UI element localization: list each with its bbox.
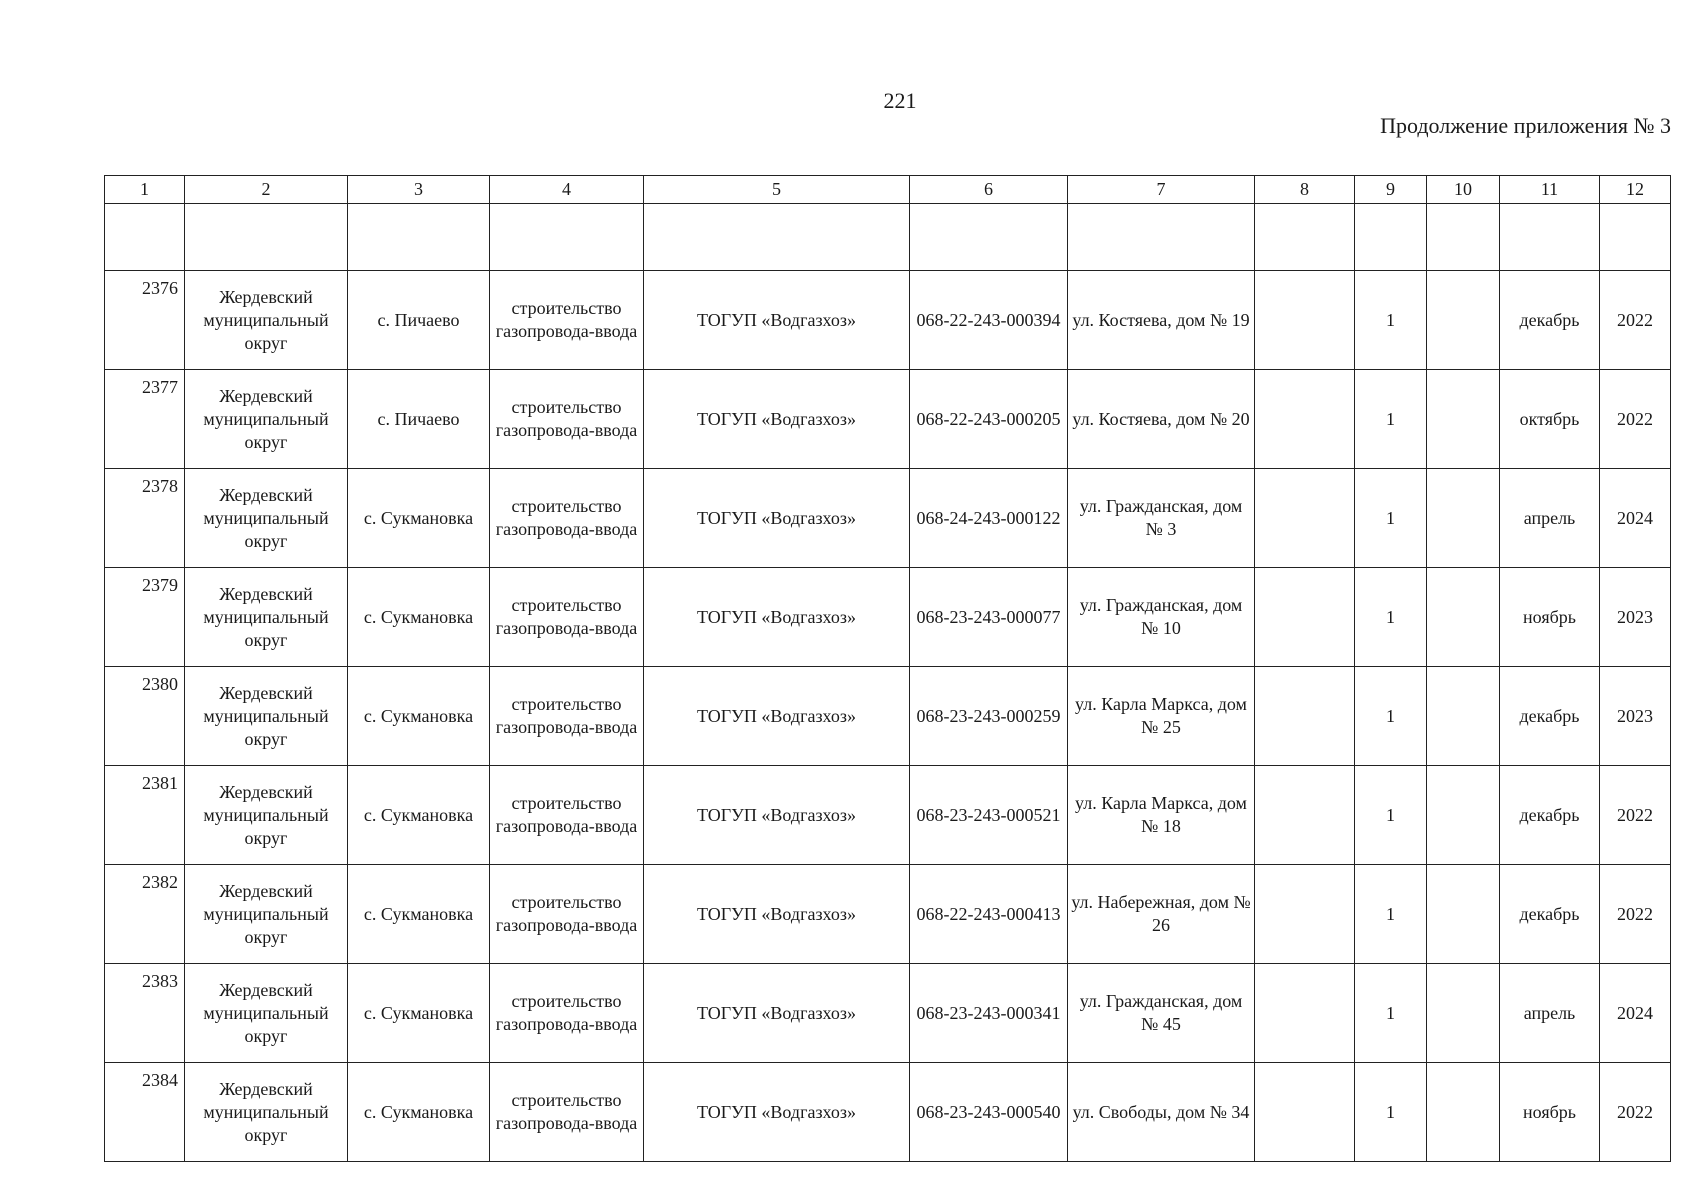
locality-cell: с. Сукмановка xyxy=(348,1063,490,1162)
column-header: 10 xyxy=(1427,176,1500,204)
district-cell: Жердевский муниципальный округ xyxy=(185,370,348,469)
quantity-cell: 1 xyxy=(1355,964,1427,1063)
organization-cell: ТОГУП «Водгазхоз» xyxy=(644,766,910,865)
quantity-cell: 1 xyxy=(1355,370,1427,469)
column-10-cell xyxy=(1427,1063,1500,1162)
organization-cell: ТОГУП «Водгазхоз» xyxy=(644,469,910,568)
address-cell: ул. Гражданская, дом № 3 xyxy=(1068,469,1255,568)
month-cell: ноябрь xyxy=(1500,1063,1600,1162)
month-cell: декабрь xyxy=(1500,766,1600,865)
address-cell: ул. Свободы, дом № 34 xyxy=(1068,1063,1255,1162)
work-type-cell: строительство газопровода-ввода xyxy=(490,469,644,568)
row-number-cell: 2381 xyxy=(105,766,185,865)
row-number-cell: 2382 xyxy=(105,865,185,964)
column-header: 9 xyxy=(1355,176,1427,204)
work-type-cell: строительство газопровода-ввода xyxy=(490,271,644,370)
column-header: 6 xyxy=(910,176,1068,204)
address-cell: ул. Карла Маркса, дом № 18 xyxy=(1068,766,1255,865)
district-cell: Жердевский муниципальный округ xyxy=(185,271,348,370)
object-code-cell: 068-23-243-000259 xyxy=(910,667,1068,766)
month-cell: апрель xyxy=(1500,964,1600,1063)
year-cell: 2024 xyxy=(1600,469,1671,568)
column-header: 12 xyxy=(1600,176,1671,204)
table-row xyxy=(105,766,1671,865)
locality-cell: с. Пичаево xyxy=(348,271,490,370)
district-cell: Жердевский муниципальный округ xyxy=(185,1063,348,1162)
locality-cell: с. Сукмановка xyxy=(348,667,490,766)
row-number-cell: 2378 xyxy=(105,469,185,568)
locality-cell: с. Сукмановка xyxy=(348,469,490,568)
organization-cell: ТОГУП «Водгазхоз» xyxy=(644,667,910,766)
month-cell: декабрь xyxy=(1500,271,1600,370)
registry-table xyxy=(104,175,1671,1162)
year-cell: 2024 xyxy=(1600,964,1671,1063)
year-cell: 2022 xyxy=(1600,370,1671,469)
column-8-cell xyxy=(1255,667,1355,766)
column-10-cell xyxy=(1427,271,1500,370)
year-cell: 2022 xyxy=(1600,766,1671,865)
row-number-cell: 2377 xyxy=(105,370,185,469)
column-10-cell xyxy=(1427,865,1500,964)
address-cell: ул. Набережная, дом № 26 xyxy=(1068,865,1255,964)
blank-cell xyxy=(105,204,185,271)
object-code-cell: 068-24-243-000122 xyxy=(910,469,1068,568)
column-8-cell xyxy=(1255,469,1355,568)
locality-cell: с. Пичаево xyxy=(348,370,490,469)
column-header: 11 xyxy=(1500,176,1600,204)
column-header: 1 xyxy=(105,176,185,204)
column-8-cell xyxy=(1255,271,1355,370)
work-type-cell: строительство газопровода-ввода xyxy=(490,667,644,766)
quantity-cell: 1 xyxy=(1355,865,1427,964)
table-row xyxy=(105,865,1671,964)
page-number: 221 xyxy=(883,88,917,113)
district-cell: Жердевский муниципальный округ xyxy=(185,667,348,766)
quantity-cell: 1 xyxy=(1355,568,1427,667)
blank-cell xyxy=(1600,204,1671,271)
column-10-cell xyxy=(1427,370,1500,469)
quantity-cell: 1 xyxy=(1355,1063,1427,1162)
row-number-cell: 2376 xyxy=(105,271,185,370)
organization-cell: ТОГУП «Водгазхоз» xyxy=(644,370,910,469)
work-type-cell: строительство газопровода-ввода xyxy=(490,964,644,1063)
row-number-cell: 2383 xyxy=(105,964,185,1063)
blank-cell xyxy=(348,204,490,271)
address-cell: ул. Костяева, дом № 20 xyxy=(1068,370,1255,469)
district-cell: Жердевский муниципальный округ xyxy=(185,469,348,568)
work-type-cell: строительство газопровода-ввода xyxy=(490,568,644,667)
month-cell: декабрь xyxy=(1500,865,1600,964)
column-8-cell xyxy=(1255,568,1355,667)
district-cell: Жердевский муниципальный округ xyxy=(185,766,348,865)
work-type-cell: строительство газопровода-ввода xyxy=(490,1063,644,1162)
appendix-continuation-note: Продолжение приложения № 3 xyxy=(1380,113,1671,138)
column-number-row xyxy=(105,176,1671,204)
blank-cell xyxy=(1068,204,1255,271)
column-10-cell xyxy=(1427,766,1500,865)
blank-cell xyxy=(1355,204,1427,271)
column-8-cell xyxy=(1255,964,1355,1063)
organization-cell: ТОГУП «Водгазхоз» xyxy=(644,568,910,667)
quantity-cell: 1 xyxy=(1355,667,1427,766)
locality-cell: с. Сукмановка xyxy=(348,766,490,865)
column-8-cell xyxy=(1255,1063,1355,1162)
quantity-cell: 1 xyxy=(1355,469,1427,568)
district-cell: Жердевский муниципальный округ xyxy=(185,964,348,1063)
work-type-cell: строительство газопровода-ввода xyxy=(490,865,644,964)
month-cell: декабрь xyxy=(1500,667,1600,766)
district-cell: Жердевский муниципальный округ xyxy=(185,568,348,667)
table-row xyxy=(105,271,1671,370)
blank-cell xyxy=(644,204,910,271)
year-cell: 2022 xyxy=(1600,865,1671,964)
row-number-cell: 2384 xyxy=(105,1063,185,1162)
blank-row xyxy=(105,204,1671,271)
organization-cell: ТОГУП «Водгазхоз» xyxy=(644,271,910,370)
column-header: 7 xyxy=(1068,176,1255,204)
month-cell: октябрь xyxy=(1500,370,1600,469)
month-cell: апрель xyxy=(1500,469,1600,568)
table-row xyxy=(105,568,1671,667)
column-8-cell xyxy=(1255,370,1355,469)
locality-cell: с. Сукмановка xyxy=(348,568,490,667)
year-cell: 2022 xyxy=(1600,271,1671,370)
month-cell: ноябрь xyxy=(1500,568,1600,667)
year-cell: 2023 xyxy=(1600,568,1671,667)
address-cell: ул. Карла Маркса, дом № 25 xyxy=(1068,667,1255,766)
blank-cell xyxy=(185,204,348,271)
column-10-cell xyxy=(1427,964,1500,1063)
work-type-cell: строительство газопровода-ввода xyxy=(490,370,644,469)
address-cell: ул. Костяева, дом № 19 xyxy=(1068,271,1255,370)
blank-cell xyxy=(1427,204,1500,271)
table-row xyxy=(105,370,1671,469)
column-10-cell xyxy=(1427,568,1500,667)
organization-cell: ТОГУП «Водгазхоз» xyxy=(644,964,910,1063)
object-code-cell: 068-23-243-000077 xyxy=(910,568,1068,667)
object-code-cell: 068-22-243-000413 xyxy=(910,865,1068,964)
blank-cell xyxy=(490,204,644,271)
table-row xyxy=(105,667,1671,766)
column-header: 5 xyxy=(644,176,910,204)
organization-cell: ТОГУП «Водгазхоз» xyxy=(644,1063,910,1162)
year-cell: 2023 xyxy=(1600,667,1671,766)
column-8-cell xyxy=(1255,766,1355,865)
organization-cell: ТОГУП «Водгазхоз» xyxy=(644,865,910,964)
object-code-cell: 068-23-243-000521 xyxy=(910,766,1068,865)
table-row xyxy=(105,964,1671,1063)
table-row xyxy=(105,1063,1671,1162)
year-cell: 2022 xyxy=(1600,1063,1671,1162)
column-header: 4 xyxy=(490,176,644,204)
column-10-cell xyxy=(1427,667,1500,766)
address-cell: ул. Гражданская, дом № 45 xyxy=(1068,964,1255,1063)
quantity-cell: 1 xyxy=(1355,271,1427,370)
column-header: 3 xyxy=(348,176,490,204)
column-8-cell xyxy=(1255,865,1355,964)
object-code-cell: 068-22-243-000205 xyxy=(910,370,1068,469)
work-type-cell: строительство газопровода-ввода xyxy=(490,766,644,865)
column-10-cell xyxy=(1427,469,1500,568)
blank-cell xyxy=(1500,204,1600,271)
row-number-cell: 2380 xyxy=(105,667,185,766)
blank-cell xyxy=(1255,204,1355,271)
object-code-cell: 068-22-243-000394 xyxy=(910,271,1068,370)
column-header: 2 xyxy=(185,176,348,204)
row-number-cell: 2379 xyxy=(105,568,185,667)
address-cell: ул. Гражданская, дом № 10 xyxy=(1068,568,1255,667)
object-code-cell: 068-23-243-000540 xyxy=(910,1063,1068,1162)
locality-cell: с. Сукмановка xyxy=(348,865,490,964)
object-code-cell: 068-23-243-000341 xyxy=(910,964,1068,1063)
district-cell: Жердевский муниципальный округ xyxy=(185,865,348,964)
quantity-cell: 1 xyxy=(1355,766,1427,865)
column-header: 8 xyxy=(1255,176,1355,204)
blank-cell xyxy=(910,204,1068,271)
table-row xyxy=(105,469,1671,568)
locality-cell: с. Сукмановка xyxy=(348,964,490,1063)
